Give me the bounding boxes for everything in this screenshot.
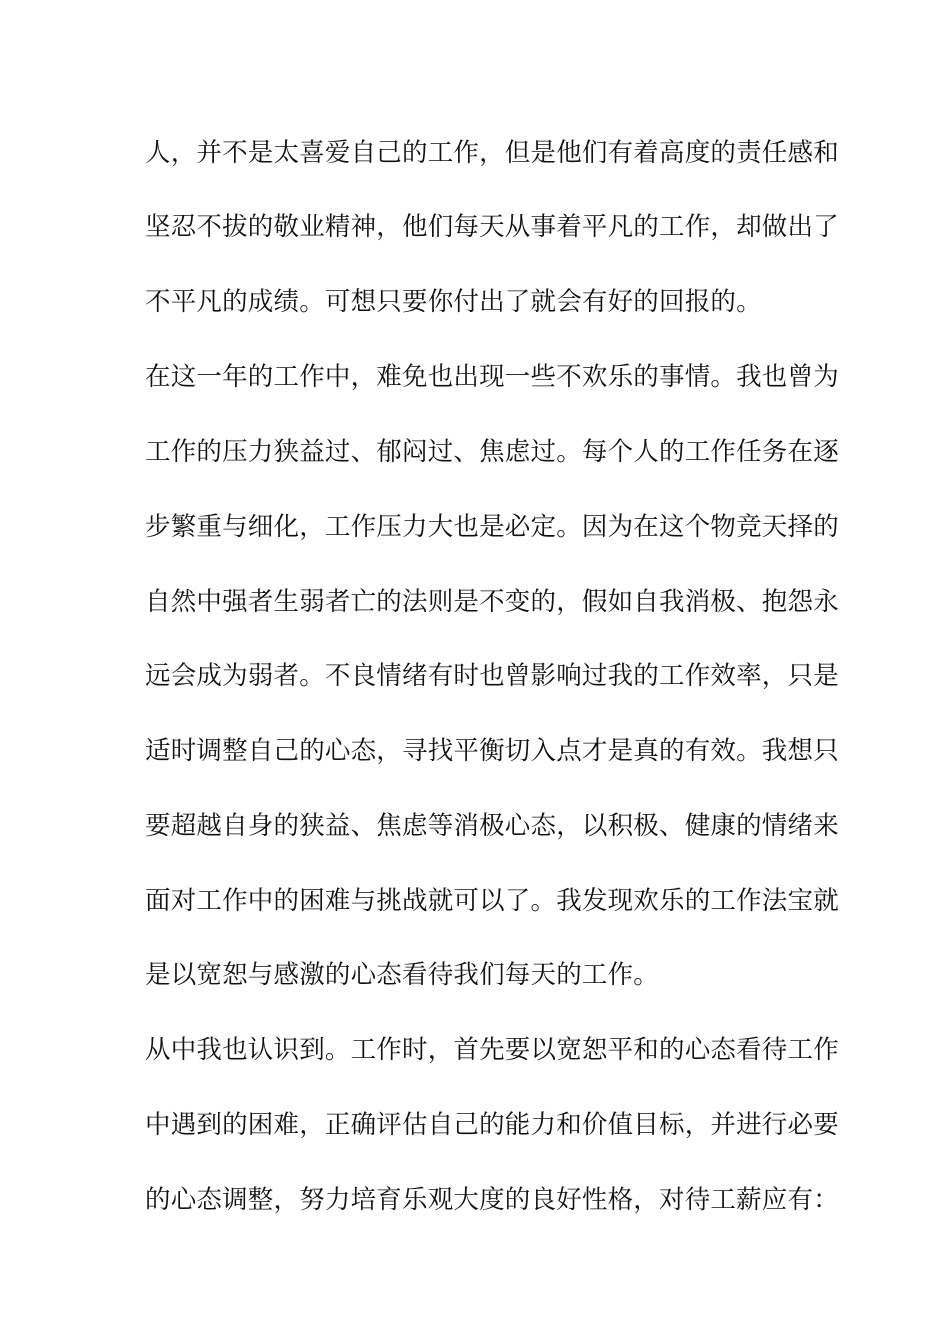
text-line: 远会成为弱者。不良情绪有时也曾影响过我的工作效率，只是 bbox=[145, 661, 839, 691]
text-line: 要超越自身的狭益、焦虑等消极心态，以积极、健康的情绪来 bbox=[145, 811, 839, 841]
text-line: 不平凡的成绩。可想只要你付出了就会有好的回报的。 bbox=[145, 287, 762, 317]
text-line: 工作的压力狭益过、郁闷过、焦虑过。每个人的工作任务在逐 bbox=[145, 437, 839, 467]
text-line: 坚忍不拔的敬业精神，他们每天从事着平凡的工作，却做出了 bbox=[145, 212, 839, 242]
text-line: 是以宽恕与感激的心态看待我们每天的工作。 bbox=[145, 960, 660, 990]
text-line: 步繁重与细化，工作压力大也是必定。因为在这个物竞天择的 bbox=[145, 512, 839, 542]
text-line: 适时调整自己的心态，寻找平衡切入点才是真的有效。我想只 bbox=[145, 736, 839, 766]
text-line: 的心态调整，努力培育乐观大度的良好性格，对待工薪应有： bbox=[145, 1185, 839, 1215]
text-line: 在这一年的工作中，难免也出现一些不欢乐的事情。我也曾为 bbox=[145, 362, 839, 392]
text-line: 中遇到的困难，正确评估自己的能力和价值目标，并进行必要 bbox=[145, 1110, 839, 1140]
text-line: 人，并不是太喜爱自己的工作，但是他们有着高度的责任感和 bbox=[145, 138, 839, 168]
text-line: 面对工作中的困难与挑战就可以了。我发现欢乐的工作法宝就 bbox=[145, 886, 839, 916]
text-line: 从中我也认识到。工作时，首先要以宽恕平和的心态看待工作 bbox=[145, 1035, 839, 1065]
text-line: 自然中强者生弱者亡的法则是不变的，假如自我消极、抱怨永 bbox=[145, 587, 839, 617]
